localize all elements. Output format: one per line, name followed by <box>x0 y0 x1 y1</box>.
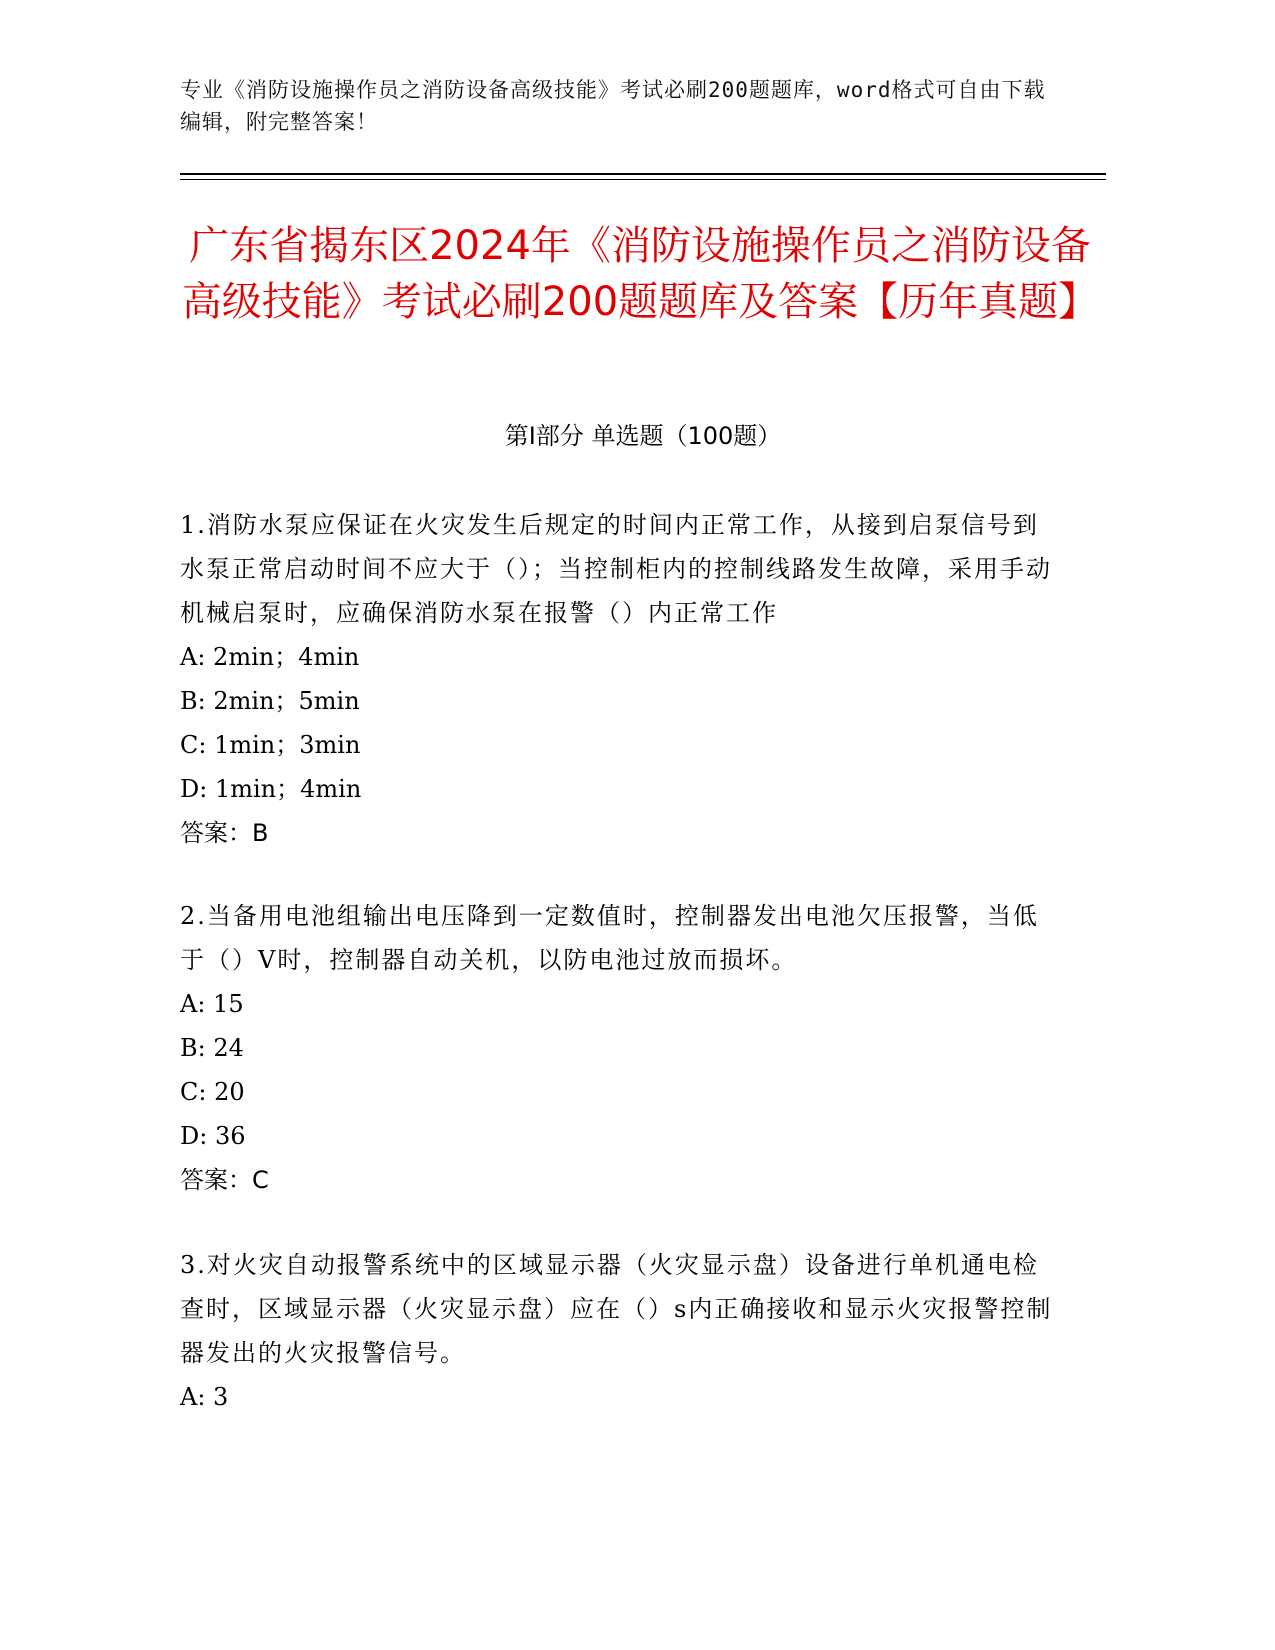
header-divider-thick <box>180 173 1106 175</box>
option-c: C: 1min；3min <box>180 731 361 759</box>
document-title: 广东省揭东区2024年《消防设施操作员之消防设备高级技能》考试必刷200题题库及答案【历年真题】 <box>181 223 1099 325</box>
answer: 答案：C <box>180 1166 269 1194</box>
question-stem: 3.对火灾自动报警系统中的区域显示器（火灾显示盘）设备进行单机通电检查时，区域显示器（火灾显示盘）应在（）s内正确接收和显示火灾报警控制器发出的火灾报警信号。 <box>180 1251 1053 1367</box>
question-stem: 1.消防水泵应保证在火灾发生后规定的时间内正常工作，从接到启泵信号到水泵正常启动时间不应大于（）；当控制柜内的控制线路发生故障，采用手动机械启泵时，应确保消防水泵在报警（）内正常工作 <box>180 511 1052 627</box>
question-1 <box>180 503 1060 855</box>
section-title: 第I部分 单选题（100题） <box>504 422 782 450</box>
option-d: D: 1min；4min <box>180 775 362 803</box>
option-a: A: 3 <box>180 1383 229 1411</box>
option-d: D: 36 <box>180 1122 246 1150</box>
option-b: B: 2min；5min <box>180 687 360 715</box>
answer: 答案：B <box>180 819 269 847</box>
header-note: 专业《消防设施操作员之消防设备高级技能》考试必刷200题题库，word格式可自由下载编辑，附完整答案！ <box>180 78 1046 134</box>
option-a: A: 15 <box>180 990 244 1018</box>
option-a: A: 2min；4min <box>180 643 360 671</box>
question-3 <box>180 1243 1060 1419</box>
question-stem: 2.当备用电池组输出电压降到一定数值时，控制器发出电池欠压报警，当低于（）V时，控制器自动关机，以防电池过放而损坏。 <box>180 902 1039 974</box>
option-c: C: 20 <box>180 1078 245 1106</box>
option-b: B: 24 <box>180 1034 244 1062</box>
header-divider-thin <box>180 179 1106 180</box>
question-2 <box>180 894 1060 1202</box>
